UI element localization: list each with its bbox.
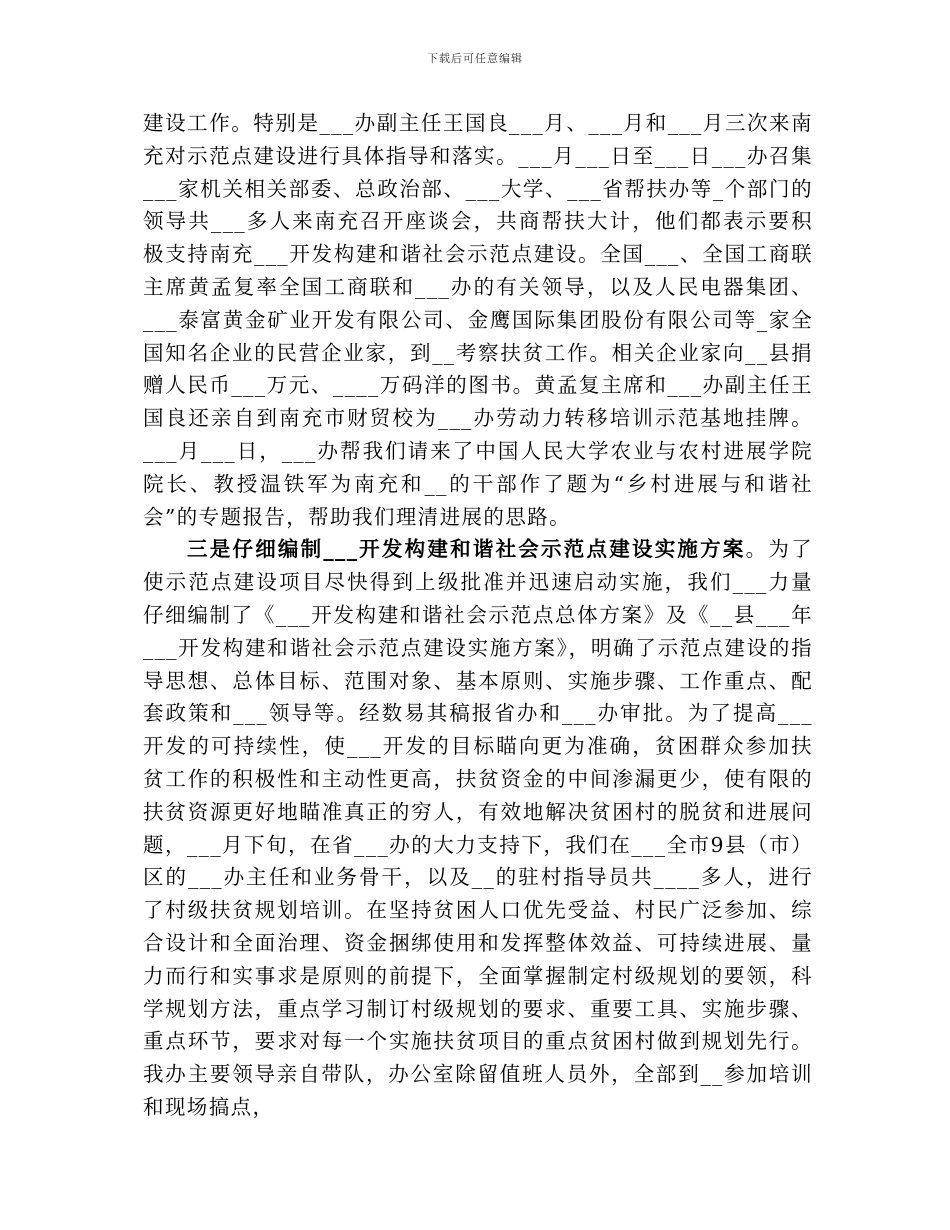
paragraph-2 xyxy=(143,533,813,1123)
paragraph-1 xyxy=(143,107,813,533)
paragraph-1-text: 建设工作。特别是___办副主任王国良___月、___月和___月三次来南充对示范点建设进行具体指导和落实。___月___日至___日___办召集___家机关相关部委、总政治部、___大学、___省帮扶办等_个部门的领导共___多人来南充召开座谈会，共商帮扶大计，他们都表示要积极支持南充___开发构建和谐社会示范点建设。全国___、全国工商联主席黄孟复率全国工商联和___办的有关领导，以及人民电器集团、___泰富黄金矿业开发有限公司、金鹰国际集团股份有限公司等_家全国知名企业的民营企业家，到__考察扶贫工作。相关企业家向__县捐赠人民币___万元、____万码洋的图书。黄孟复主席和___办副主任王国良还亲自到南充市财贸校为___办劳动力转移培训示范基地挂牌。___月___日，___办帮我们请来了中国人民大学农业与农村进展学院院长、教授温铁军为南充和__的干部作了题为“乡村进展与和谐社会”的专题报告，帮助我们理清进展的思路。 xyxy=(143,111,813,529)
paragraph-2-text: 。为了使示范点建设项目尽快得到上级批准并迅速启动实施，我们___力量仔细编制了《___开发构建和谐社会示范点总体方案》及《__县___年___开发构建和谐社会示范点建设实施方案》，明确了示范点建设的指导思想、总体目标、范围对象、基本原则、实施步骤、工作重点、配套政策和___领导等。经数易其稿报省办和___办审批。为了提高___开发的可持续性，使___开发的目标瞄向更为准确，贫困群众参加扶贫工作的积极性和主动性更高，扶贫资金的中间渗漏更少，使有限的扶贫资源更好地瞄准真正的穷人，有效地解决贫困村的脱贫和进展问题，___月下旬，在省___办的大力支持下，我们在___全市9县（市）区的___办主任和业务骨干，以及__的驻村指导员共____多人，进行了村级扶贫规划培训。在坚持贫困人口优先受益、村民广泛参加、综合设计和全面治理、资金捆绑使用和发挥整体效益、可持续进展、量力而行和实事求是原则的前提下，全面掌握制定村级规划的要领，科学规划方法，重点学习制订村级规划的要求、重要工具、实施步骤、重点环节，要求对每一个实施扶贫项目的重点贫困村做到规划先行。我办主要领导亲自带队，办公室除留值班人员外，全部到__参加培训和现场搞点， xyxy=(143,537,813,1119)
paragraph-2-heading: 三是仔细编制___开发构建和谐社会示范点建设实施方案 xyxy=(187,537,746,562)
document-body xyxy=(143,107,813,1124)
page-header: 下载后可任意编辑 xyxy=(427,52,523,65)
